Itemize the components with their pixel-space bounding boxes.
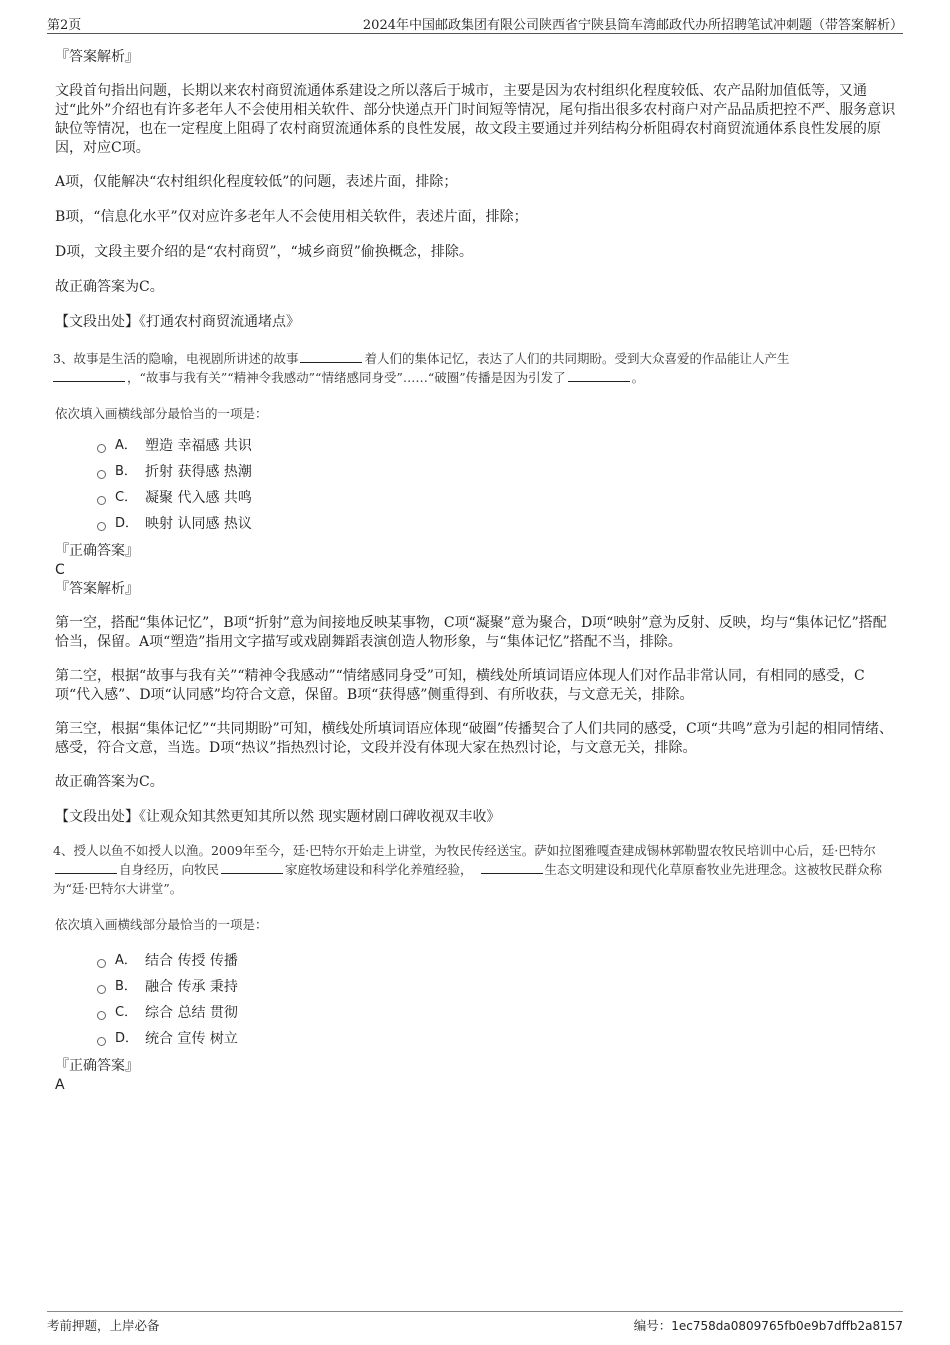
- fill-blank: [221, 861, 283, 874]
- radio-button[interactable]: [97, 1037, 106, 1046]
- radio-button[interactable]: [97, 1011, 106, 1020]
- fill-blank: [568, 369, 630, 382]
- option-item[interactable]: [97, 511, 898, 537]
- option-letter: D．: [115, 516, 139, 531]
- source-citation: 【文段出处】《让观众知其然更知其所以然 现实题材剧口碑收视双丰收》: [55, 809, 501, 825]
- option-text: 映射 认同感 热议: [145, 516, 252, 532]
- code-value: 1ec758da0809765fb0e9b7dffb2a8157: [671, 1319, 903, 1333]
- question-instruction: 依次填入画横线部分最恰当的一项是：: [55, 406, 268, 421]
- fill-blank: [300, 350, 362, 363]
- analysis-heading: 『答案解析』: [55, 49, 139, 65]
- analysis-heading: 『答案解析』: [55, 581, 139, 597]
- option-text: 统合 宣传 树立: [145, 1031, 238, 1047]
- option-item[interactable]: [97, 1000, 898, 1026]
- fill-blank: [481, 861, 543, 874]
- stem-text: 自身经历，向牧民: [119, 862, 220, 877]
- option-text: 结合 传授 传播: [145, 953, 238, 969]
- option-letter: B．: [115, 979, 137, 994]
- code-label: 编号：: [633, 1318, 672, 1333]
- document-title: 2024年中国邮政集团有限公司陕西省宁陕县筒车湾邮政代办所招聘笔试冲刺题（带答案解析）: [362, 18, 903, 33]
- analysis-paragraph: D项，文段主要介绍的是“农村商贸”，“城乡商贸”偷换概念，排除。: [55, 244, 473, 260]
- option-item[interactable]: [97, 1026, 898, 1052]
- analysis-paragraph: B项，“信息化水平”仅对应许多老年人不会使用相关软件，表述片面，排除；: [55, 209, 528, 225]
- page-number: 第2页: [47, 18, 82, 33]
- option-text: 折射 获得感 热潮: [145, 464, 252, 480]
- stem-text: 着人们的集体记忆，表达了人们的共同期盼。受到大众喜爱的作品能让人产生: [364, 351, 790, 366]
- radio-button[interactable]: [97, 959, 106, 968]
- stem-text: 3、故事是生活的隐喻，电视剧所讲述的故事: [53, 351, 299, 366]
- stem-text: 4、授人以鱼不如授人以渔。2009年至今，廷·巴特尔开始走上讲堂，为牧民传经送宝。萨如拉图雅嘎查建成锡林郭勒盟农牧民培训中心后，廷·巴特尔: [53, 843, 876, 858]
- correct-answer: A: [55, 1077, 65, 1093]
- footer-slogan: 考前押题，上岸必备: [47, 1318, 160, 1333]
- analysis-paragraph: 第三空，根据“集体记忆”“共同期盼”可知，横线处所填词语应体现“破圈”传播契合了人们共同的感受，C项“共鸣”意为引起的相同情绪、感受，符合文意，当选。D项“热议”指热烈讨论，文段并没有体现大家在热烈讨论，与文意无关，排除。: [55, 721, 893, 756]
- option-text: 综合 总结 贯彻: [145, 1005, 238, 1021]
- page-header: [47, 13, 903, 34]
- analysis-conclusion: 故正确答案为C。: [55, 279, 164, 295]
- option-letter: D．: [115, 1031, 139, 1046]
- option-text: 塑造 幸福感 共识: [145, 438, 252, 454]
- question-stem: [53, 841, 898, 898]
- question-stem: [53, 349, 898, 387]
- options-list: [55, 948, 898, 1052]
- fill-blank: [55, 861, 117, 874]
- stem-text: 。: [631, 370, 645, 385]
- radio-button[interactable]: [97, 444, 106, 453]
- answer-heading: 『正确答案』: [55, 1058, 139, 1074]
- radio-button[interactable]: [97, 496, 106, 505]
- radio-button[interactable]: [97, 985, 106, 994]
- answer-heading: 『正确答案』: [55, 543, 139, 559]
- option-letter: A．: [115, 438, 137, 453]
- stem-text: ，“故事与我有关”“精神令我感动”“情绪感同身受”……“破圈”传播是因为引发了: [127, 370, 566, 385]
- option-item[interactable]: [97, 948, 898, 974]
- page-content: [55, 46, 898, 1095]
- analysis-conclusion: 故正确答案为C。: [55, 774, 164, 790]
- analysis-paragraph: 文段首句指出问题，长期以来农村商贸流通体系建设之所以落后于城市，主要是因为农村组织化程度较低、农产品附加值低等，又通过“此外”介绍也有许多老年人不会使用相关软件、部分快递点开门时间短等情况，尾句指出很多农村商户对产品品质把控不严、服务意识缺位等情况，也在一定程度上阻碍了农村商贸流通体系的良性发展，故文段主要通过并列结构分析阻碍农村商贸流通体系良性发展的原因，对应C项。: [55, 83, 896, 156]
- analysis-paragraph: 第二空，根据“故事与我有关”“精神令我感动”“情绪感同身受”可知，横线处所填词语应体现人们对作品非常认同，有相同的感受，C项“代入感”、D项“认同感”均符合文意，保留。B项“获得感”侧重得到、有所收获，与文意无关，排除。: [55, 668, 865, 703]
- option-item[interactable]: [97, 974, 898, 1000]
- options-list: [55, 433, 898, 537]
- option-letter: C．: [115, 490, 138, 505]
- source-citation: 【文段出处】《打通农村商贸流通堵点》: [55, 314, 300, 330]
- document-code: [634, 1316, 903, 1334]
- option-item[interactable]: [97, 485, 898, 511]
- analysis-paragraph: A项，仅能解决“农村组织化程度较低”的问题，表述片面，排除；: [55, 174, 458, 190]
- radio-button[interactable]: [97, 470, 106, 479]
- option-item[interactable]: [97, 433, 898, 459]
- option-letter: C．: [115, 1005, 138, 1020]
- analysis-paragraph: 第一空，搭配“集体记忆”，B项“折射”意为间接地反映某事物，C项“凝聚”意为聚合，D项“映射”意为反射、反映，均与“集体记忆”搭配恰当，保留。A项“塑造”指用文字描写或戏剧舞蹈表演创造人物形象，与“集体记忆”搭配不当，排除。: [55, 615, 887, 650]
- correct-answer: C: [55, 562, 65, 578]
- fill-blank: [53, 369, 125, 382]
- stem-text: 生态文明建设和现代化草原畜牧业先进理念。这被牧民群众称为“廷·巴特尔大讲堂”。: [53, 862, 883, 896]
- stem-text: 家庭牧场建设和科学化养殖经验，: [285, 862, 473, 877]
- option-text: 融合 传承 秉持: [145, 979, 238, 995]
- page-footer: [47, 1311, 903, 1333]
- option-letter: A．: [115, 953, 137, 968]
- option-text: 凝聚 代入感 共鸣: [145, 490, 252, 506]
- question-instruction: 依次填入画横线部分最恰当的一项是：: [55, 917, 268, 932]
- option-item[interactable]: [97, 459, 898, 485]
- option-letter: B．: [115, 464, 137, 479]
- radio-button[interactable]: [97, 522, 106, 531]
